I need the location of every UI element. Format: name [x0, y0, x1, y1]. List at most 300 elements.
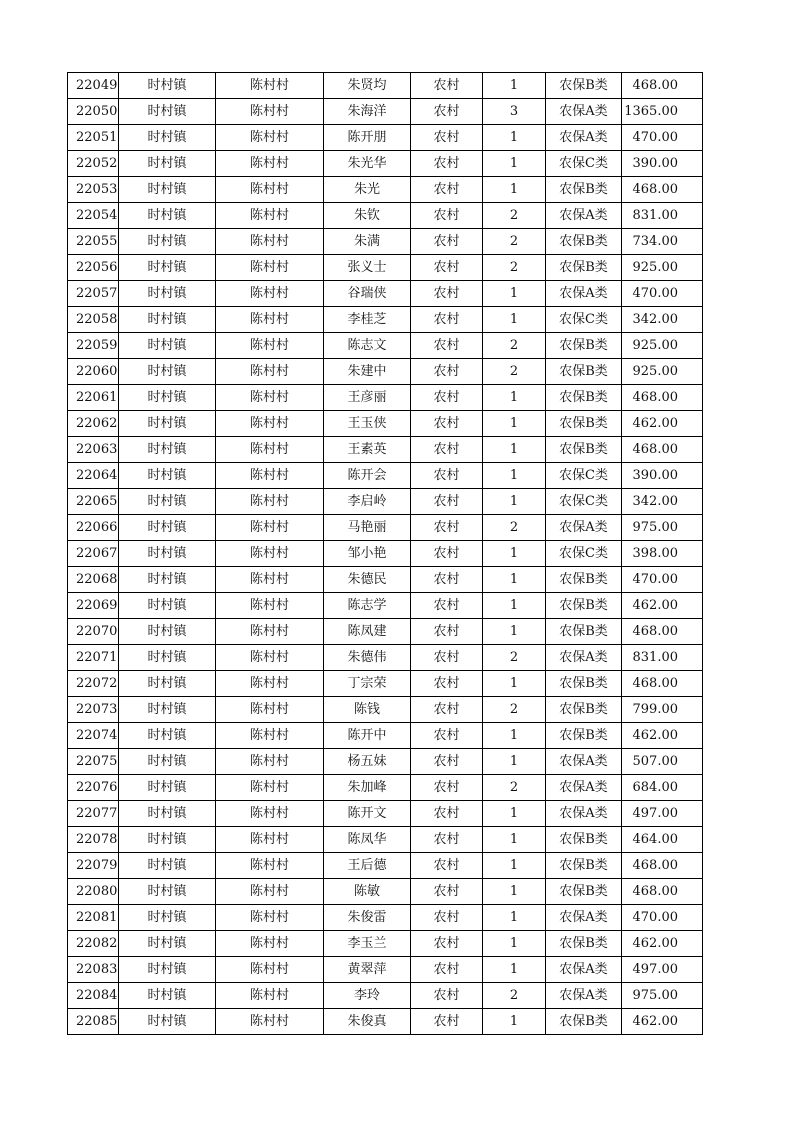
- name-cell: 陈开中: [324, 723, 411, 749]
- count-cell: 1: [483, 1009, 546, 1035]
- area-cell: 农村: [411, 879, 483, 905]
- name-cell: 朱海洋: [324, 99, 411, 125]
- town-cell: 时村镇: [119, 983, 216, 1009]
- name-cell: 张义士: [324, 255, 411, 281]
- amount-cell: 497.00: [622, 801, 703, 827]
- table-row: [68, 723, 703, 749]
- table-row: [68, 567, 703, 593]
- row-id: 22056: [68, 255, 119, 281]
- count-cell: 2: [483, 333, 546, 359]
- table-row: [68, 307, 703, 333]
- town-cell: 时村镇: [119, 827, 216, 853]
- name-cell: 朱加峰: [324, 775, 411, 801]
- village-cell: 陈村村: [216, 879, 324, 905]
- village-cell: 陈村村: [216, 567, 324, 593]
- town-cell: 时村镇: [119, 1009, 216, 1035]
- count-cell: 3: [483, 99, 546, 125]
- area-cell: 农村: [411, 775, 483, 801]
- count-cell: 1: [483, 593, 546, 619]
- table-row: [68, 593, 703, 619]
- category-cell: 农保A类: [546, 203, 622, 229]
- table-row: [68, 411, 703, 437]
- amount-cell: 468.00: [622, 385, 703, 411]
- area-cell: 农村: [411, 411, 483, 437]
- town-cell: 时村镇: [119, 749, 216, 775]
- category-cell: 农保B类: [546, 931, 622, 957]
- table-row: [68, 1009, 703, 1035]
- amount-cell: 468.00: [622, 619, 703, 645]
- count-cell: 1: [483, 281, 546, 307]
- area-cell: 农村: [411, 437, 483, 463]
- area-cell: 农村: [411, 593, 483, 619]
- area-cell: 农村: [411, 125, 483, 151]
- name-cell: 朱俊雷: [324, 905, 411, 931]
- village-cell: 陈村村: [216, 905, 324, 931]
- village-cell: 陈村村: [216, 229, 324, 255]
- town-cell: 时村镇: [119, 879, 216, 905]
- area-cell: 农村: [411, 151, 483, 177]
- row-id: 22079: [68, 853, 119, 879]
- row-id: 22078: [68, 827, 119, 853]
- town-cell: 时村镇: [119, 255, 216, 281]
- table-row: [68, 775, 703, 801]
- count-cell: 2: [483, 645, 546, 671]
- amount-cell: 1365.00: [622, 99, 703, 125]
- category-cell: 农保A类: [546, 905, 622, 931]
- village-cell: 陈村村: [216, 775, 324, 801]
- row-id: 22061: [68, 385, 119, 411]
- name-cell: 朱建中: [324, 359, 411, 385]
- name-cell: 马艳丽: [324, 515, 411, 541]
- amount-cell: 462.00: [622, 411, 703, 437]
- amount-cell: 925.00: [622, 333, 703, 359]
- village-cell: 陈村村: [216, 125, 324, 151]
- name-cell: 黄翠萍: [324, 957, 411, 983]
- count-cell: 1: [483, 437, 546, 463]
- town-cell: 时村镇: [119, 307, 216, 333]
- amount-cell: 390.00: [622, 151, 703, 177]
- name-cell: 杨五妹: [324, 749, 411, 775]
- count-cell: 1: [483, 541, 546, 567]
- village-cell: 陈村村: [216, 983, 324, 1009]
- area-cell: 农村: [411, 801, 483, 827]
- category-cell: 农保B类: [546, 567, 622, 593]
- count-cell: 1: [483, 385, 546, 411]
- town-cell: 时村镇: [119, 775, 216, 801]
- category-cell: 农保A类: [546, 281, 622, 307]
- row-id: 22083: [68, 957, 119, 983]
- town-cell: 时村镇: [119, 567, 216, 593]
- name-cell: 丁宗荣: [324, 671, 411, 697]
- area-cell: 农村: [411, 957, 483, 983]
- category-cell: 农保B类: [546, 359, 622, 385]
- amount-cell: 398.00: [622, 541, 703, 567]
- village-cell: 陈村村: [216, 281, 324, 307]
- category-cell: 农保A类: [546, 749, 622, 775]
- village-cell: 陈村村: [216, 73, 324, 99]
- area-cell: 农村: [411, 385, 483, 411]
- name-cell: 陈钱: [324, 697, 411, 723]
- table-row: [68, 125, 703, 151]
- row-id: 22069: [68, 593, 119, 619]
- name-cell: 朱德民: [324, 567, 411, 593]
- area-cell: 农村: [411, 723, 483, 749]
- category-cell: 农保B类: [546, 385, 622, 411]
- name-cell: 王玉侠: [324, 411, 411, 437]
- town-cell: 时村镇: [119, 489, 216, 515]
- area-cell: 农村: [411, 515, 483, 541]
- row-id: 22068: [68, 567, 119, 593]
- table-row: [68, 801, 703, 827]
- village-cell: 陈村村: [216, 827, 324, 853]
- area-cell: 农村: [411, 671, 483, 697]
- table-row: [68, 671, 703, 697]
- category-cell: 农保A类: [546, 775, 622, 801]
- row-id: 22085: [68, 1009, 119, 1035]
- village-cell: 陈村村: [216, 307, 324, 333]
- count-cell: 2: [483, 515, 546, 541]
- count-cell: 1: [483, 489, 546, 515]
- village-cell: 陈村村: [216, 619, 324, 645]
- amount-cell: 975.00: [622, 983, 703, 1009]
- name-cell: 朱俊真: [324, 1009, 411, 1035]
- name-cell: 朱满: [324, 229, 411, 255]
- amount-cell: 468.00: [622, 73, 703, 99]
- table-row: [68, 437, 703, 463]
- amount-cell: 799.00: [622, 697, 703, 723]
- amount-cell: 390.00: [622, 463, 703, 489]
- amount-cell: 497.00: [622, 957, 703, 983]
- area-cell: 农村: [411, 489, 483, 515]
- category-cell: 农保C类: [546, 489, 622, 515]
- table-row: [68, 489, 703, 515]
- count-cell: 1: [483, 307, 546, 333]
- town-cell: 时村镇: [119, 801, 216, 827]
- town-cell: 时村镇: [119, 437, 216, 463]
- name-cell: 谷瑞侠: [324, 281, 411, 307]
- table-row: [68, 749, 703, 775]
- count-cell: 1: [483, 801, 546, 827]
- area-cell: 农村: [411, 463, 483, 489]
- count-cell: 1: [483, 723, 546, 749]
- name-cell: 陈开文: [324, 801, 411, 827]
- town-cell: 时村镇: [119, 723, 216, 749]
- amount-cell: 462.00: [622, 593, 703, 619]
- table-row: [68, 177, 703, 203]
- category-cell: 农保C类: [546, 541, 622, 567]
- town-cell: 时村镇: [119, 957, 216, 983]
- town-cell: 时村镇: [119, 385, 216, 411]
- area-cell: 农村: [411, 827, 483, 853]
- table-row: [68, 697, 703, 723]
- town-cell: 时村镇: [119, 645, 216, 671]
- name-cell: 朱光华: [324, 151, 411, 177]
- count-cell: 1: [483, 957, 546, 983]
- data-table: [67, 72, 703, 1035]
- village-cell: 陈村村: [216, 671, 324, 697]
- category-cell: 农保B类: [546, 853, 622, 879]
- count-cell: 2: [483, 359, 546, 385]
- amount-cell: 831.00: [622, 645, 703, 671]
- row-id: 22049: [68, 73, 119, 99]
- category-cell: 农保B类: [546, 723, 622, 749]
- row-id: 22054: [68, 203, 119, 229]
- name-cell: 朱贤均: [324, 73, 411, 99]
- category-cell: 农保A类: [546, 645, 622, 671]
- count-cell: 1: [483, 73, 546, 99]
- amount-cell: 507.00: [622, 749, 703, 775]
- village-cell: 陈村村: [216, 177, 324, 203]
- amount-cell: 468.00: [622, 853, 703, 879]
- name-cell: 王彦丽: [324, 385, 411, 411]
- town-cell: 时村镇: [119, 515, 216, 541]
- table-row: [68, 645, 703, 671]
- name-cell: 陈志文: [324, 333, 411, 359]
- name-cell: 陈志学: [324, 593, 411, 619]
- count-cell: 1: [483, 619, 546, 645]
- village-cell: 陈村村: [216, 1009, 324, 1035]
- count-cell: 1: [483, 567, 546, 593]
- village-cell: 陈村村: [216, 359, 324, 385]
- town-cell: 时村镇: [119, 203, 216, 229]
- amount-cell: 470.00: [622, 125, 703, 151]
- count-cell: 1: [483, 853, 546, 879]
- count-cell: 2: [483, 229, 546, 255]
- area-cell: 农村: [411, 203, 483, 229]
- town-cell: 时村镇: [119, 99, 216, 125]
- name-cell: 朱光: [324, 177, 411, 203]
- town-cell: 时村镇: [119, 593, 216, 619]
- category-cell: 农保B类: [546, 177, 622, 203]
- town-cell: 时村镇: [119, 905, 216, 931]
- category-cell: 农保A类: [546, 801, 622, 827]
- category-cell: 农保A类: [546, 99, 622, 125]
- category-cell: 农保C类: [546, 151, 622, 177]
- row-id: 22081: [68, 905, 119, 931]
- table-row: [68, 333, 703, 359]
- village-cell: 陈村村: [216, 593, 324, 619]
- count-cell: 1: [483, 463, 546, 489]
- category-cell: 农保B类: [546, 229, 622, 255]
- row-id: 22077: [68, 801, 119, 827]
- table-row: [68, 515, 703, 541]
- area-cell: 农村: [411, 333, 483, 359]
- village-cell: 陈村村: [216, 931, 324, 957]
- row-id: 22073: [68, 697, 119, 723]
- row-id: 22055: [68, 229, 119, 255]
- village-cell: 陈村村: [216, 333, 324, 359]
- category-cell: 农保A类: [546, 515, 622, 541]
- count-cell: 2: [483, 697, 546, 723]
- table-row: [68, 905, 703, 931]
- table-row: [68, 385, 703, 411]
- town-cell: 时村镇: [119, 73, 216, 99]
- village-cell: 陈村村: [216, 697, 324, 723]
- amount-cell: 462.00: [622, 1009, 703, 1035]
- amount-cell: 462.00: [622, 931, 703, 957]
- category-cell: 农保B类: [546, 73, 622, 99]
- category-cell: 农保B类: [546, 593, 622, 619]
- name-cell: 陈开会: [324, 463, 411, 489]
- count-cell: 1: [483, 879, 546, 905]
- area-cell: 农村: [411, 281, 483, 307]
- count-cell: 2: [483, 255, 546, 281]
- area-cell: 农村: [411, 619, 483, 645]
- name-cell: 陈凤华: [324, 827, 411, 853]
- category-cell: 农保B类: [546, 827, 622, 853]
- row-id: 22071: [68, 645, 119, 671]
- table-row: [68, 827, 703, 853]
- table-row: [68, 931, 703, 957]
- category-cell: 农保B类: [546, 411, 622, 437]
- name-cell: 王后德: [324, 853, 411, 879]
- amount-cell: 468.00: [622, 177, 703, 203]
- amount-cell: 684.00: [622, 775, 703, 801]
- area-cell: 农村: [411, 1009, 483, 1035]
- area-cell: 农村: [411, 853, 483, 879]
- category-cell: 农保B类: [546, 697, 622, 723]
- amount-cell: 975.00: [622, 515, 703, 541]
- village-cell: 陈村村: [216, 463, 324, 489]
- village-cell: 陈村村: [216, 749, 324, 775]
- village-cell: 陈村村: [216, 385, 324, 411]
- row-id: 22052: [68, 151, 119, 177]
- row-id: 22057: [68, 281, 119, 307]
- table-row: [68, 151, 703, 177]
- town-cell: 时村镇: [119, 411, 216, 437]
- village-cell: 陈村村: [216, 957, 324, 983]
- amount-cell: 462.00: [622, 723, 703, 749]
- area-cell: 农村: [411, 73, 483, 99]
- row-id: 22084: [68, 983, 119, 1009]
- amount-cell: 470.00: [622, 567, 703, 593]
- town-cell: 时村镇: [119, 229, 216, 255]
- category-cell: 农保B类: [546, 879, 622, 905]
- area-cell: 农村: [411, 255, 483, 281]
- category-cell: 农保B类: [546, 671, 622, 697]
- row-id: 22058: [68, 307, 119, 333]
- category-cell: 农保B类: [546, 333, 622, 359]
- row-id: 22066: [68, 515, 119, 541]
- town-cell: 时村镇: [119, 177, 216, 203]
- row-id: 22080: [68, 879, 119, 905]
- name-cell: 陈敏: [324, 879, 411, 905]
- village-cell: 陈村村: [216, 411, 324, 437]
- row-id: 22076: [68, 775, 119, 801]
- category-cell: 农保A类: [546, 125, 622, 151]
- village-cell: 陈村村: [216, 723, 324, 749]
- village-cell: 陈村村: [216, 541, 324, 567]
- amount-cell: 470.00: [622, 905, 703, 931]
- town-cell: 时村镇: [119, 671, 216, 697]
- name-cell: 王素英: [324, 437, 411, 463]
- count-cell: 1: [483, 931, 546, 957]
- name-cell: 李启岭: [324, 489, 411, 515]
- area-cell: 农村: [411, 99, 483, 125]
- table-row: [68, 281, 703, 307]
- table-row: [68, 359, 703, 385]
- row-id: 22074: [68, 723, 119, 749]
- village-cell: 陈村村: [216, 645, 324, 671]
- town-cell: 时村镇: [119, 359, 216, 385]
- name-cell: 朱钦: [324, 203, 411, 229]
- amount-cell: 734.00: [622, 229, 703, 255]
- area-cell: 农村: [411, 177, 483, 203]
- village-cell: 陈村村: [216, 801, 324, 827]
- row-id: 22065: [68, 489, 119, 515]
- table-row: [68, 463, 703, 489]
- name-cell: 李玲: [324, 983, 411, 1009]
- amount-cell: 464.00: [622, 827, 703, 853]
- area-cell: 农村: [411, 567, 483, 593]
- name-cell: 邹小艳: [324, 541, 411, 567]
- town-cell: 时村镇: [119, 151, 216, 177]
- row-id: 22072: [68, 671, 119, 697]
- table-row: [68, 879, 703, 905]
- row-id: 22053: [68, 177, 119, 203]
- row-id: 22063: [68, 437, 119, 463]
- area-cell: 农村: [411, 905, 483, 931]
- name-cell: 李玉兰: [324, 931, 411, 957]
- row-id: 22050: [68, 99, 119, 125]
- table-row: [68, 983, 703, 1009]
- area-cell: 农村: [411, 931, 483, 957]
- town-cell: 时村镇: [119, 333, 216, 359]
- table-row: [68, 255, 703, 281]
- village-cell: 陈村村: [216, 99, 324, 125]
- category-cell: 农保B类: [546, 619, 622, 645]
- row-id: 22060: [68, 359, 119, 385]
- amount-cell: 468.00: [622, 879, 703, 905]
- count-cell: 1: [483, 905, 546, 931]
- town-cell: 时村镇: [119, 541, 216, 567]
- table-row: [68, 541, 703, 567]
- area-cell: 农村: [411, 749, 483, 775]
- category-cell: 农保C类: [546, 463, 622, 489]
- amount-cell: 925.00: [622, 255, 703, 281]
- name-cell: 朱德伟: [324, 645, 411, 671]
- row-id: 22067: [68, 541, 119, 567]
- village-cell: 陈村村: [216, 151, 324, 177]
- town-cell: 时村镇: [119, 463, 216, 489]
- area-cell: 农村: [411, 697, 483, 723]
- amount-cell: 831.00: [622, 203, 703, 229]
- table-row: [68, 853, 703, 879]
- village-cell: 陈村村: [216, 255, 324, 281]
- category-cell: 农保B类: [546, 437, 622, 463]
- category-cell: 农保B类: [546, 1009, 622, 1035]
- town-cell: 时村镇: [119, 853, 216, 879]
- town-cell: 时村镇: [119, 619, 216, 645]
- town-cell: 时村镇: [119, 281, 216, 307]
- area-cell: 农村: [411, 229, 483, 255]
- village-cell: 陈村村: [216, 489, 324, 515]
- row-id: 22064: [68, 463, 119, 489]
- table-row: [68, 619, 703, 645]
- row-id: 22075: [68, 749, 119, 775]
- village-cell: 陈村村: [216, 853, 324, 879]
- row-id: 22070: [68, 619, 119, 645]
- count-cell: 1: [483, 749, 546, 775]
- town-cell: 时村镇: [119, 931, 216, 957]
- area-cell: 农村: [411, 307, 483, 333]
- table-row: [68, 203, 703, 229]
- amount-cell: 342.00: [622, 489, 703, 515]
- row-id: 22062: [68, 411, 119, 437]
- amount-cell: 470.00: [622, 281, 703, 307]
- category-cell: 农保B类: [546, 255, 622, 281]
- area-cell: 农村: [411, 359, 483, 385]
